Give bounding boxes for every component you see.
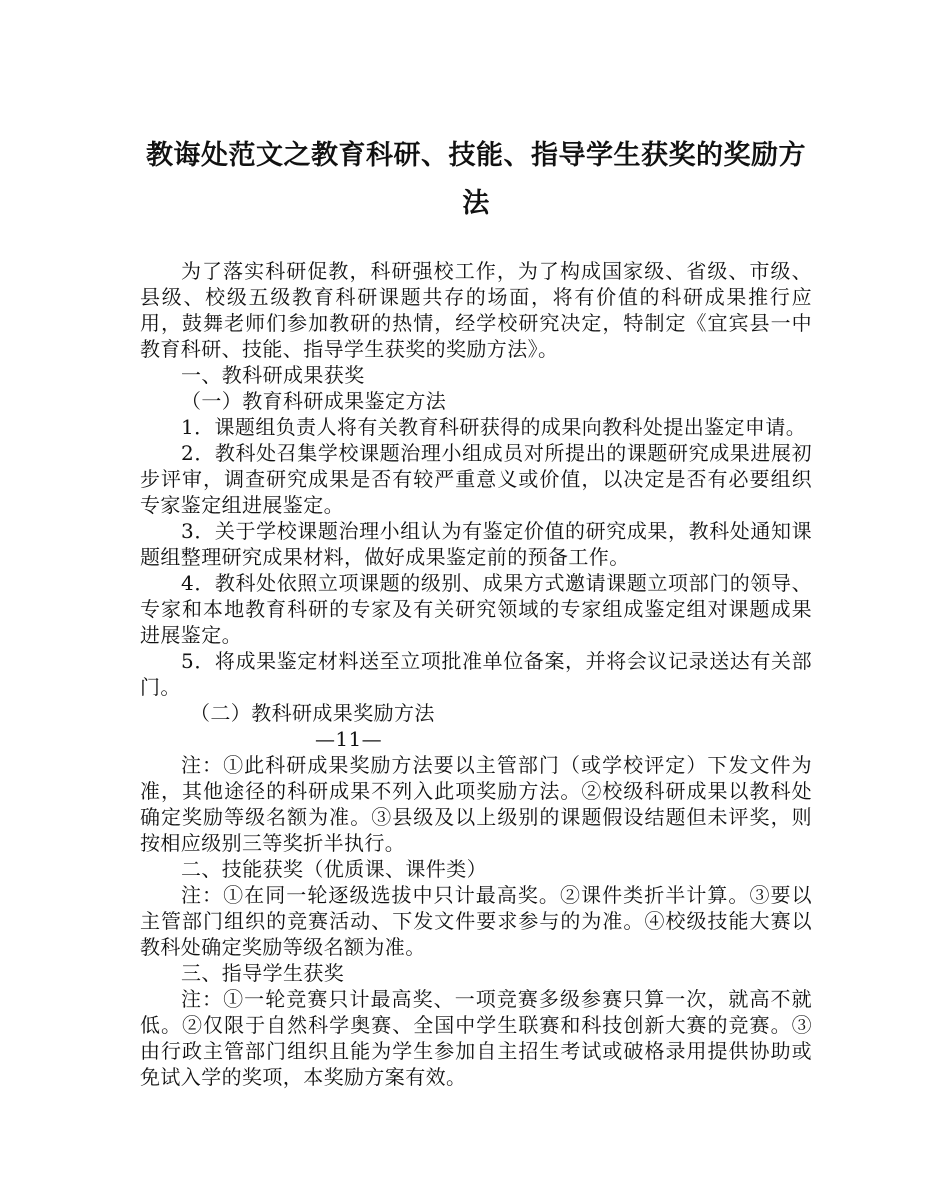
document-body <box>140 258 812 1090</box>
intro-paragraph: 为了落实科研促教，科研强校工作，为了构成国家级、省级、市级、县级、校级五级教育科研课题共存的场面，将有价值的科研成果推行应用，鼓舞老师们参加教研的热情，经学校研究决定，特制定《宜宾县一中教育科研、技能、指导学生获奖的奖励方法》。 <box>140 259 812 361</box>
section-heading-student-guidance-awards: 三、指导学生获奖 <box>181 961 345 985</box>
appraisal-step-3: 3．关于学校课题治理小组认为有鉴定价值的研究成果，教科处通知课题组整理研究成果材料，做好成果鉴定前的预备工作。 <box>140 519 812 569</box>
student-guidance-note: 注：①一轮竞赛只计最高奖、一项竞赛多级参赛只算一次，就高不就低。②仅限于自然科学奥赛、全国中学生联赛和科技创新大赛的竞赛。③由行政主管部门组织且能为学生参加自主招生考试或破格录用提供协助或免试入学的奖项，本奖励方案有效。 <box>140 987 812 1089</box>
appraisal-step-4: 4．教科处依照立项课题的级别、成果方式邀请课题立项部门的领导、专家和本地教育科研的专家及有关研究领域的专家组成鉴定组对课题成果进展鉴定。 <box>140 571 812 647</box>
appraisal-step-5: 5．将成果鉴定材料送至立项批准单位备案，并将会议记录送达有关部门。 <box>140 649 812 699</box>
skill-awards-note: 注：①在同一轮逐级选拔中只计最高奖。②课件类折半计算。③要以主管部门组织的竞赛活动、下发文件要求参与的为准。④校级技能大赛以教科处确定奖励等级名额为准。 <box>140 883 812 959</box>
subsection-heading-reward-method: （二）教科研成果奖励方法 <box>190 701 435 725</box>
page-number: —11— <box>315 727 383 751</box>
section-heading-skill-awards: 二、技能获奖（优质课、课件类） <box>181 857 487 881</box>
appraisal-step-2: 2．教科处召集学校课题治理小组成员对所提出的课题研究成果进展初步评审，调查研究成果是否有较严重意义或价值，以决定是否有必要组织专家鉴定组进展鉴定。 <box>140 441 812 517</box>
section-heading-research-awards: 一、教科研成果获奖 <box>181 363 365 387</box>
research-awards-note: 注：①此科研成果奖励方法要以主管部门（或学校评定）下发文件为准，其他途径的科研成果不列入此项奖励方法。②校级科研成果以教科处确定奖励等级名额为准。③县级及以上级别的课题假设结题但未评奖，则按相应级别三等奖折半执行。 <box>140 753 812 855</box>
document-title: 教诲处范文之教育科研、技能、指导学生获奖的奖励方法 <box>146 140 806 219</box>
subsection-heading-appraisal-method: （一）教育科研成果鉴定方法 <box>181 389 447 413</box>
appraisal-step-1: 1．课题组负责人将有关教育科研获得的成果向教科处提出鉴定申请。 <box>181 415 807 439</box>
